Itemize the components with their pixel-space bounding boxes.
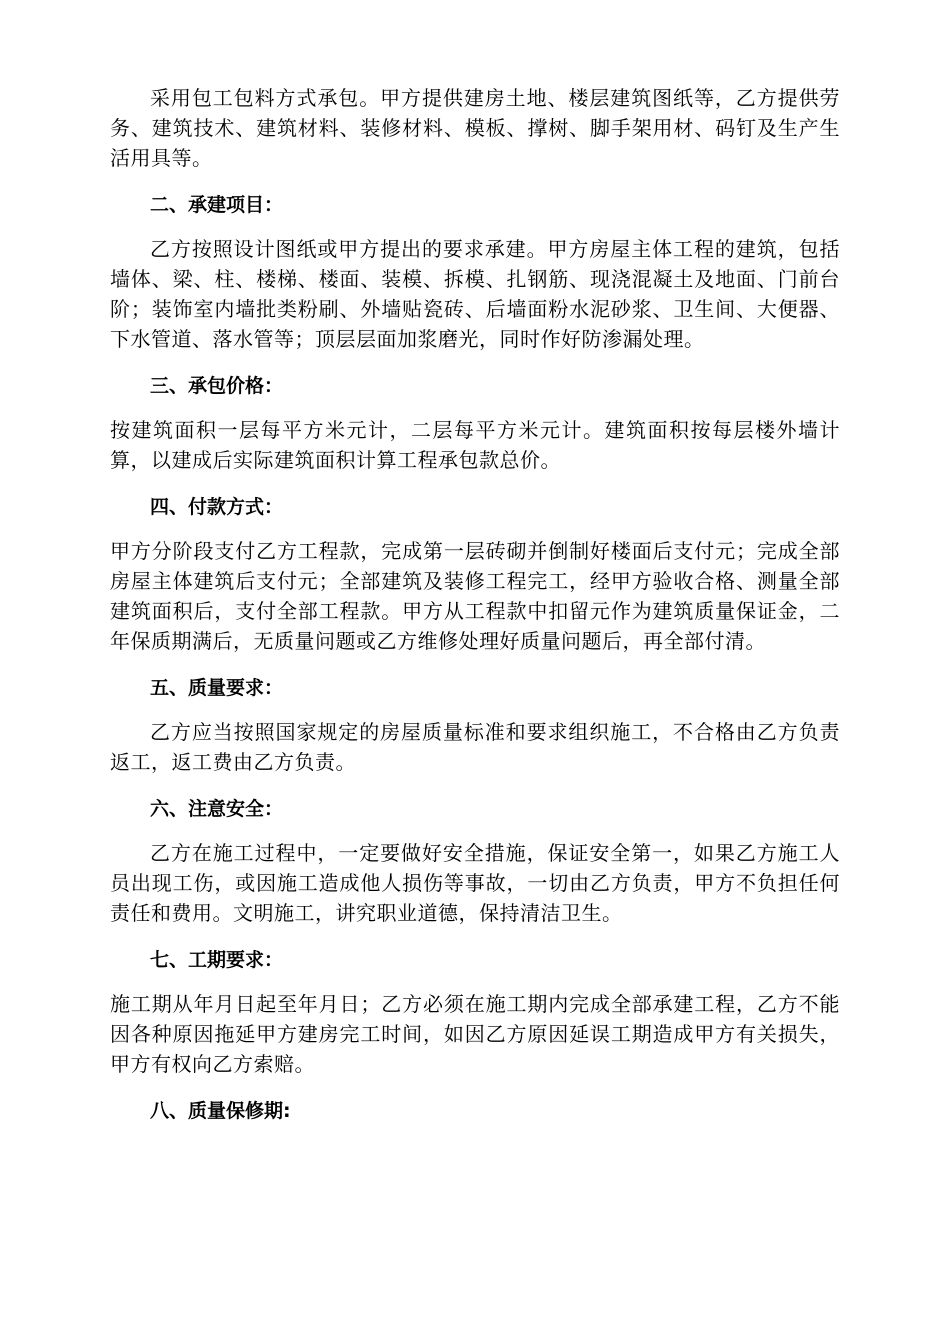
section-heading-8: 八、质量保修期: bbox=[150, 1100, 291, 1122]
section-body-2: 乙方按照设计图纸或甲方提出的要求承建。甲方房屋主体工程的建筑，包括墙体、梁、柱、楼梯、楼面、装模、拆模、扎钢筋、现浇混凝土及地面、门前台阶；装饰室内墙批类粉刷、外墙贴瓷砖、后墙面粉水泥砂浆、卫生间、大便器、下水管道、落水管等；顶层层面加浆磨光，同时作好防渗漏处理。 bbox=[110, 237, 840, 351]
section-heading-7: 七、工期要求： bbox=[150, 949, 284, 971]
section-body-6: 乙方在施工过程中，一定要做好安全措施，保证安全第一，如果乙方施工人员出现工伤，或因施工造成他人损伤等事故，一切由乙方负责，甲方不负担任何责任和费用。文明施工，讲究职业道德，保持清洁卫生。 bbox=[110, 841, 840, 925]
document-page bbox=[110, 83, 840, 1126]
section-body-7: 施工期从年月日起至年月日；乙方必须在施工期内完成全部承建工程，乙方不能因各种原因拖延甲方建房完工时间，如因乙方原因延误工期造成甲方有关损失，甲方有权向乙方索赔。 bbox=[110, 992, 840, 1076]
section-heading-5: 五、质量要求： bbox=[150, 677, 284, 699]
section-heading-2: 二、承建项目： bbox=[150, 194, 284, 216]
section-heading-3: 三、承包价格： bbox=[150, 375, 284, 397]
intro-paragraph: 采用包工包料方式承包。甲方提供建房土地、楼层建筑图纸等，乙方提供劳务、建筑技术、建筑材料、装修材料、模板、撑树、脚手架用材、码钉及生产生活用具等。 bbox=[110, 86, 840, 170]
section-body-5: 乙方应当按照国家规定的房屋质量标准和要求组织施工，不合格由乙方负责返工，返工费由乙方负责。 bbox=[110, 720, 840, 774]
section-heading-6: 六、注意安全： bbox=[150, 798, 284, 820]
section-heading-4: 四、付款方式： bbox=[150, 496, 284, 518]
section-body-3: 按建筑面积一层每平方米元计，二层每平方米元计。建筑面积按每层楼外墙计算，以建成后实际建筑面积计算工程承包款总价。 bbox=[110, 418, 840, 472]
section-body-4: 甲方分阶段支付乙方工程款，完成第一层砖砌并倒制好楼面后支付元；完成全部房屋主体建筑后支付元；全部建筑及装修工程完工，经甲方验收合格、测量全部建筑面积后，支付全部工程款。甲方从工程款中扣留元作为建筑质量保证金，二年保质期满后，无质量问题或乙方维修处理好质量问题后，再全部付清。 bbox=[110, 539, 840, 653]
